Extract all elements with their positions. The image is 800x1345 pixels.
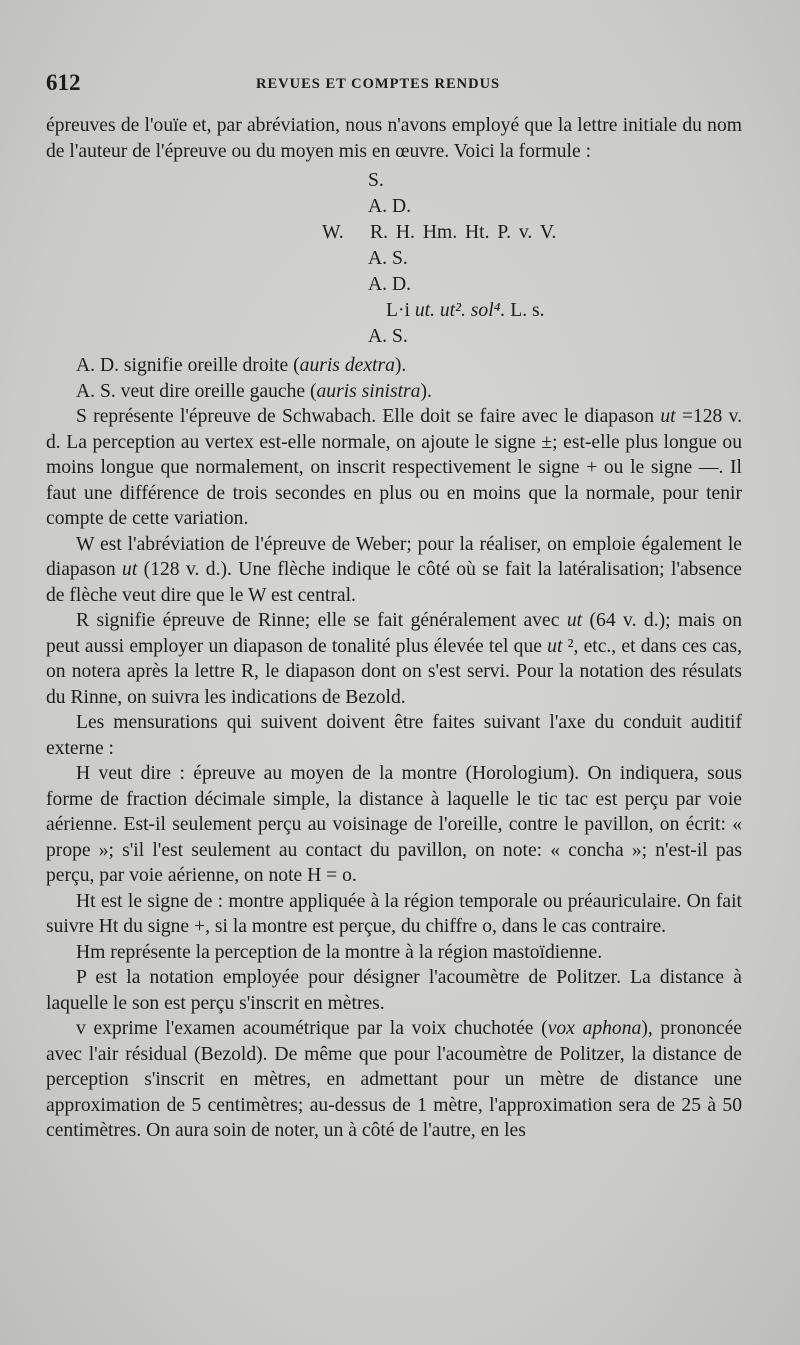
- paragraph-rinne: R signifie épreuve de Rinne; elle se fait généralement avec ut (64 v. d.); mais on peut aussi employer un diapason de tonalité plus élevée tel que ut ², etc., et dans ces cas, on notera après la lettre R, le diapason dont on s'est servi. Pour la notation des résulats du Rinne, on suivra les indications de Bezold.: [46, 610, 742, 708]
- formula-line-s: S.: [368, 170, 384, 191]
- intro-paragraph: épreuves de l'ouïe et, par abréviation, nous n'avons employé que la lettre initiale du nom de l'auteur de l'épreuve ou du moyen mis en œuvre. Voici la formule :: [46, 115, 742, 162]
- paragraph-weber: W est l'abréviation de l'épreuve de Weber; pour la réaliser, on emploie également le diapason ut (128 v. d.). Une flèche indique le côté où se fait la latéralisation; l'absence de flèche veut dire que le W est central.: [46, 533, 742, 606]
- paragraph-mensurations: Les mensurations qui suivent doivent être faites suivant l'axe du conduit auditif externe :: [46, 712, 742, 759]
- paragraph-ad: A. D. signifie oreille droite (auris dextra).: [76, 355, 407, 376]
- paragraph-schwabach: S représente l'épreuve de Schwabach. Elle doit se faire avec le diapason ut =128 v. d. La perception au vertex est-elle normale, on ajoute le signe ±; est-elle plus longue ou moins longue que normalement, on inscrit respectivement le signe + ou le signe —. Il faut une différence de trois secondes en plus ou en moins que la normale, pour tenir compte de cette variation.: [46, 406, 742, 529]
- paragraph-ht: Ht est le signe de : montre appliquée à la région temporale ou préauriculaire. On fait suivre Ht du signe +, si la montre est perçue, du chiffre o, dans le cas contraire.: [46, 890, 742, 937]
- paragraph-hm: Hm représente la perception de la montre à la région mastoïdienne.: [76, 941, 603, 963]
- formula-line-ad2: A. D.: [368, 274, 411, 295]
- paragraph-voice: v exprime l'examen acoumétrique par la voix chuchotée (vox aphona), prononcée avec l'air résidual (Bezold). De même que pour l'acoumètre de Politzer, la distance de perception s'inscrit en mètres, en admettant pour un mètre de distance une approximation de 5 centimètres; au-dessus de 1 mètre, l'approximation sera de 25 à 50 centimètres. On aura soin de noter, un à côté de l'autre, en les: [46, 1018, 742, 1141]
- formula-tuning-suffix: L. s.: [505, 300, 545, 321]
- formula-line-as2: A. S.: [368, 326, 408, 347]
- paragraph-as: A. S. veut dire oreille gauche (auris sinistra).: [76, 380, 432, 402]
- formula-line-as: A. S.: [368, 248, 408, 269]
- formula-tuning-notes: ut. ut². sol⁴.: [414, 300, 506, 321]
- formula-block: [46, 168, 742, 351]
- formula-tuning-prefix: L·i: [386, 300, 415, 321]
- paragraph-politzer: P est la notation employée pour désigner l'acoumètre de Politzer. La distance à laquelle le son est perçu s'inscrit en mètres.: [46, 967, 742, 1014]
- formula-line-ad: A. D.: [368, 196, 411, 217]
- running-head: REVUES ET COMPTES RENDUS: [256, 76, 501, 92]
- formula-w-label: W.: [322, 222, 344, 243]
- formula-line-tests: R. H. Hm. Ht. P. v. V.: [370, 222, 557, 243]
- page-header: [46, 70, 746, 100]
- page-body: [46, 113, 742, 1144]
- paragraph-horologium: H veut dire : épreuve au moyen de la montre (Horologium). On indiquera, sous forme de fraction décimale simple, la distance à laquelle le tic tac est perçu par voie aérienne. Est-il seulement perçu au voisinage de l'oreille, contre le pavillon, on écrit: « prope »; s'il l'est seulement au contact du pavillon, on note: « concha »; n'est-il pas perçu, par voie aérienne, on note H = o.: [46, 763, 742, 886]
- formula-line-tuning: [386, 298, 545, 324]
- page-number: 612: [46, 70, 81, 95]
